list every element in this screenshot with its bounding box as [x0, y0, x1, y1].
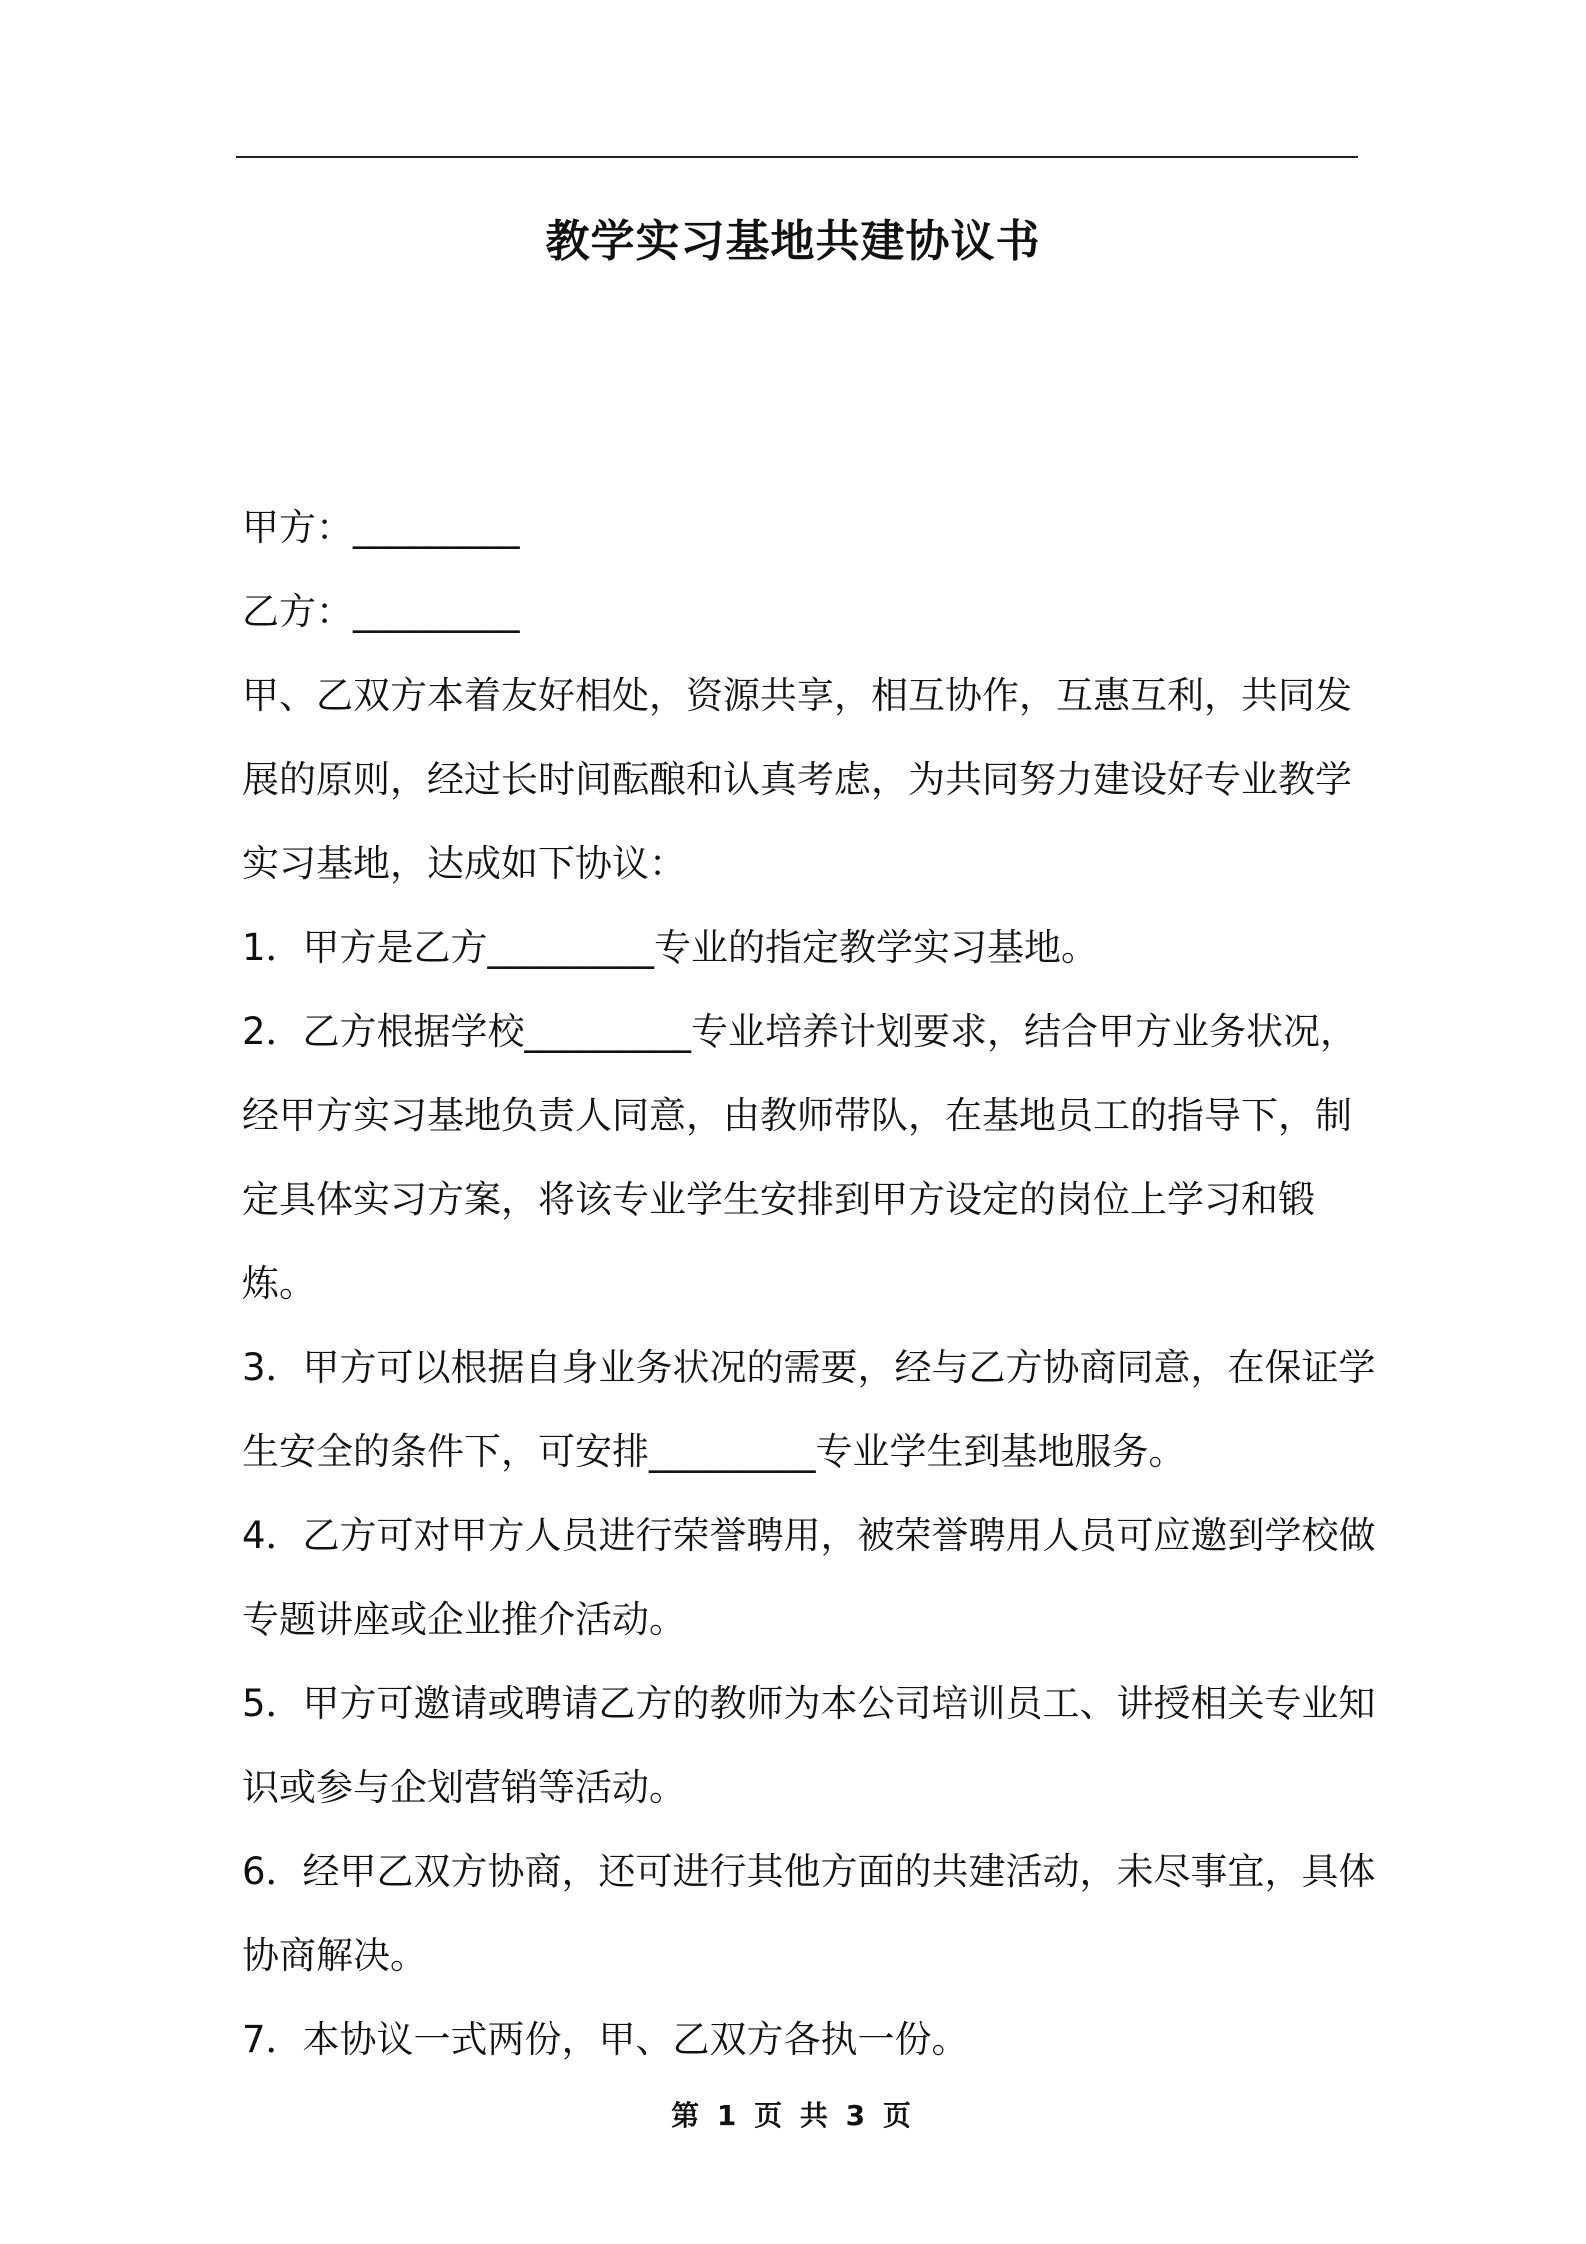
clause-2: 2．乙方根据学校_________专业培养计划要求，结合甲方业务状况，经甲方实习基地负责人同意，由教师带队，在基地员工的指导下，制定具体实习方案，将该专业学生安排到甲方设定的岗位上学习和锻炼。: [242, 1010, 1358, 1305]
party-a-line: 甲方：_________: [242, 506, 520, 549]
preamble-paragraph: 甲、乙双方本着友好相处，资源共享，相互协作，互惠互利，共同发展的原则，经过长时间酝酿和认真考虑，为共同努力建设好专业教学实习基地，达成如下协议：: [242, 674, 1352, 885]
document-body: [242, 486, 1382, 2082]
page-footer: 第 1 页 共 3 页: [671, 2099, 915, 2132]
clause-3: 3．甲方可以根据自身业务状况的需要，经与乙方协商同意，在保证学生安全的条件下，可安排_________专业学生到基地服务。: [242, 1346, 1376, 1473]
party-b-line: 乙方：_________: [242, 590, 520, 633]
clause-4: 4．乙方可对甲方人员进行荣誉聘用，被荣誉聘用人员可应邀到学校做专题讲座或企业推介活动。: [242, 1514, 1376, 1641]
clause-6: 6．经甲乙双方协商，还可进行其他方面的共建活动，未尽事宜，具体协商解决。: [242, 1850, 1376, 1977]
clause-7: 7．本协议一式两份，甲、乙双方各执一份。: [242, 2018, 969, 2061]
header-rule: [236, 156, 1358, 158]
document-title: 教学实习基地共建协议书: [545, 216, 1041, 267]
clause-5: 5．甲方可邀请或聘请乙方的教师为本公司培训员工、讲授相关专业知识或参与企划营销等活动。: [242, 1682, 1376, 1809]
clause-1: 1．甲方是乙方_________专业的指定教学实习基地。: [242, 926, 1099, 969]
